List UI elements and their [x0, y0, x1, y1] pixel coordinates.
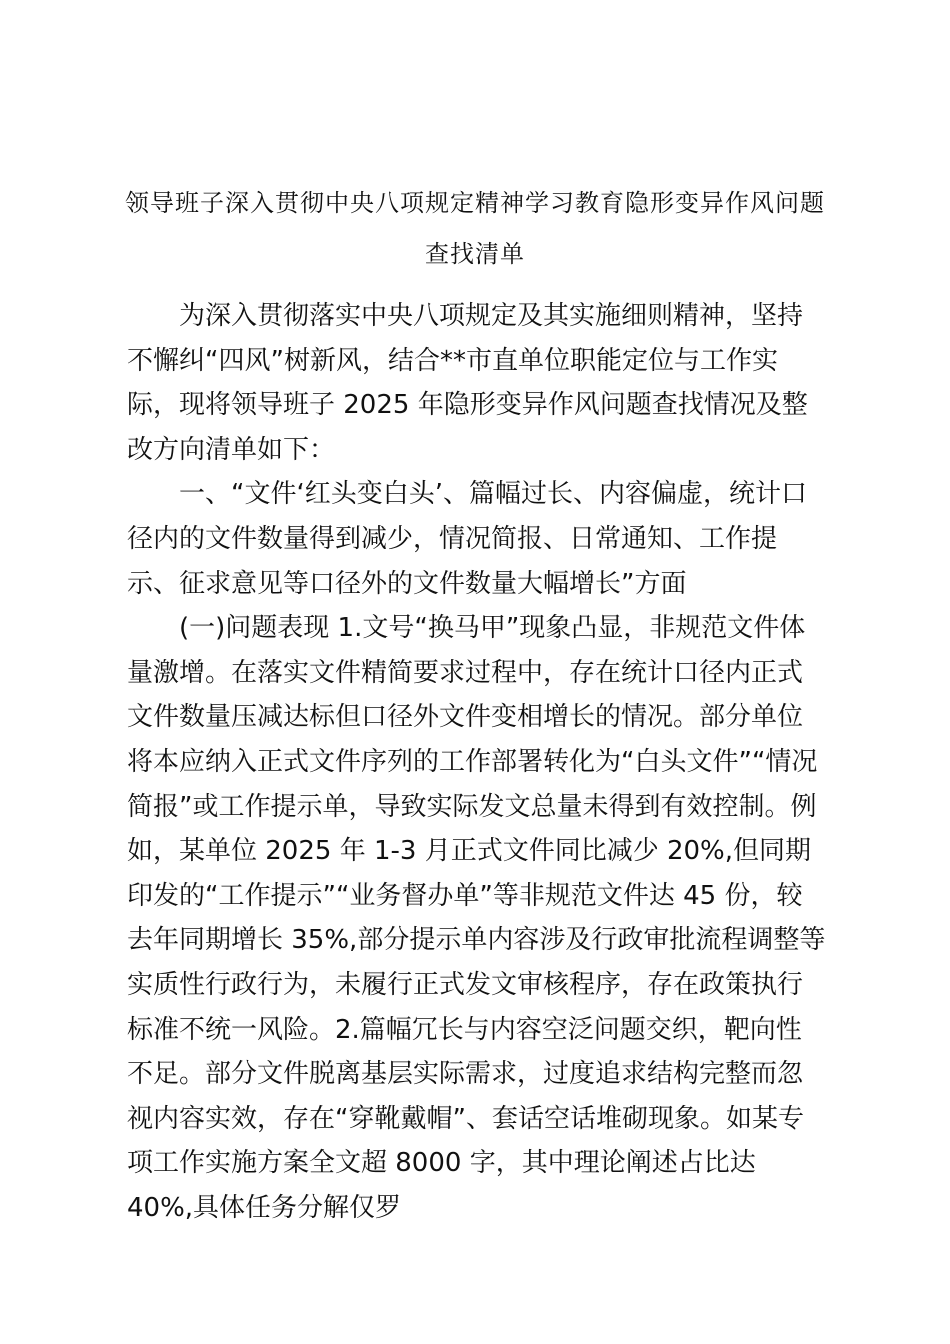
document-body	[127, 294, 827, 1230]
paragraph-problem-description: (一)问题表现 1.文号“换马甲”现象凸显，非规范文件体量激增。在落实文件精简要求过程中，存在统计口径内正式文件数量压减达标但口径外文件变相增长的情况。部分单位将本应纳入正式文件序列的工作部署转化为“白头文件”“情况简报”或工作提示单，导致实际发文总量未得到有效控制。例如，某单位 2025 年 1-3 月正式文件同比减少 20%,但同期印发的“工作提示”“业务督办单”等非规范文件达 45 份，较去年同期增长 35%,部分提示单内容涉及行政审批流程调整等实质性行政行为，未履行正式发文审核程序，存在政策执行标准不统一风险。2.篇幅冗长与内容空泛问题交织，靶向性不足。部分文件脱离基层实际需求，过度追求结构完整而忽视内容实效，存在“穿靴戴帽”、套话空话堆砌现象。如某专项工作实施方案全文超 8000 字，其中理论阐述占比达 40%,具体任务分解仅罗	[127, 613, 826, 1223]
paragraph-section-heading: 一、“文件‘红头变白头’、篇幅过长、内容偏虚，统计口径内的文件数量得到减少，情况简报、日常通知、工作提示、征求意见等口径外的文件数量大幅增长”方面	[127, 479, 807, 599]
document-title: 领导班子深入贯彻中央八项规定精神学习教育隐形变异作风问题查找清单	[125, 189, 825, 268]
paragraph-intro: 为深入贯彻落实中央八项规定及其实施细则精神，坚持不懈纠“四风”树新风，结合**市直单位职能定位与工作实际，现将领导班子 2025 年隐形变异作风问题查找情况及整改方向清单如下：	[127, 301, 808, 465]
